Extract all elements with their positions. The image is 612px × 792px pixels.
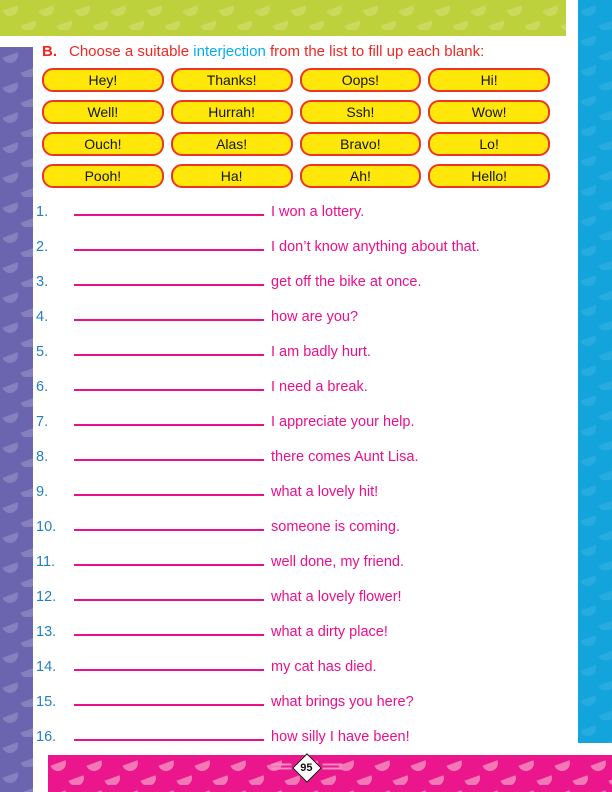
word-pill-well[interactable]: Well! — [42, 100, 164, 124]
answer-blank[interactable] — [74, 621, 264, 636]
exercise-row — [36, 684, 576, 719]
border-strip-left — [0, 47, 33, 792]
exercise-text: someone is coming. — [271, 519, 400, 535]
exercise-row — [36, 334, 576, 369]
answer-blank[interactable] — [74, 201, 264, 216]
exercise-text: I won a lottery. — [271, 204, 365, 220]
exercise-number: 6. — [36, 379, 49, 395]
exercise-number: 16. — [36, 729, 57, 745]
badge-wing-right — [323, 767, 343, 769]
answer-blank[interactable] — [74, 376, 264, 391]
answer-blank[interactable] — [74, 271, 264, 286]
exercise-number: 10. — [36, 519, 57, 535]
word-bank — [42, 68, 550, 188]
badge-wing-left — [272, 767, 292, 769]
border-strip-top — [0, 0, 566, 36]
exercise-text: I don’t know anything about that. — [271, 239, 480, 255]
answer-blank[interactable] — [74, 446, 264, 461]
word-pill-ah[interactable]: Ah! — [300, 164, 422, 188]
exercise-number: 15. — [36, 694, 57, 710]
exercise-number: 5. — [36, 344, 49, 360]
word-pill-hello[interactable]: Hello! — [428, 164, 550, 188]
answer-blank[interactable] — [74, 656, 264, 671]
answer-blank[interactable] — [74, 236, 264, 251]
exercise-number: 1. — [36, 204, 49, 220]
exercise-text: I am badly hurt. — [271, 344, 371, 360]
exercise-text: I need a break. — [271, 379, 368, 395]
exercise-row — [36, 649, 576, 684]
exercise-text: what a lovely hit! — [271, 484, 379, 500]
word-pill-ha[interactable]: Ha! — [171, 164, 293, 188]
word-pill-oops[interactable]: Oops! — [300, 68, 422, 92]
exercise-list — [36, 194, 576, 754]
answer-blank[interactable] — [74, 411, 264, 426]
exercise-text: what a lovely flower! — [271, 589, 402, 605]
section-label: B. — [42, 43, 57, 60]
word-pill-wow[interactable]: Wow! — [428, 100, 550, 124]
instruction-text-pre: Choose a suitable — [69, 43, 190, 60]
page-number-badge — [272, 758, 343, 779]
word-pill-ssh[interactable]: Ssh! — [300, 100, 422, 124]
exercise-number: 3. — [36, 274, 49, 290]
exercise-text: get off the bike at once. — [271, 274, 422, 290]
page-number-diamond — [292, 753, 322, 783]
exercise-number: 13. — [36, 624, 57, 640]
exercise-number: 12. — [36, 589, 57, 605]
word-pill-hi[interactable]: Hi! — [428, 68, 550, 92]
exercise-number: 11. — [36, 554, 56, 570]
exercise-text: I appreciate your help. — [271, 414, 415, 430]
exercise-row — [36, 614, 576, 649]
answer-blank[interactable] — [74, 586, 264, 601]
instruction-title — [42, 43, 484, 60]
instruction-text-post: from the list to fill up each blank: — [269, 43, 485, 60]
word-pill-hey[interactable]: Hey! — [42, 68, 164, 92]
exercise-text: what brings you here? — [271, 694, 414, 710]
border-strip-right — [578, 0, 612, 743]
word-pill-bravo[interactable]: Bravo! — [300, 132, 422, 156]
exercise-text: well done, my friend. — [271, 554, 404, 570]
exercise-row — [36, 719, 576, 754]
exercise-text: how are you? — [271, 309, 359, 325]
exercise-row — [36, 509, 576, 544]
answer-blank[interactable] — [74, 551, 264, 566]
exercise-number: 7. — [36, 414, 49, 430]
word-pill-hurrah[interactable]: Hurrah! — [171, 100, 293, 124]
exercise-row — [36, 264, 576, 299]
exercise-number: 8. — [36, 449, 49, 465]
exercise-row — [36, 404, 576, 439]
answer-blank[interactable] — [74, 691, 264, 706]
answer-blank[interactable] — [74, 481, 264, 496]
exercise-row — [36, 474, 576, 509]
exercise-row — [36, 229, 576, 264]
exercise-number: 4. — [36, 309, 49, 325]
exercise-number: 9. — [36, 484, 49, 500]
exercise-row — [36, 299, 576, 334]
exercise-row — [36, 544, 576, 579]
page-number: 95 — [300, 762, 314, 774]
exercise-text: there comes Aunt Lisa. — [271, 449, 419, 465]
word-pill-pooh[interactable]: Pooh! — [42, 164, 164, 188]
word-pill-alas[interactable]: Alas! — [171, 132, 293, 156]
answer-blank[interactable] — [74, 516, 264, 531]
exercise-number: 2. — [36, 239, 49, 255]
exercise-text: what a dirty place! — [271, 624, 388, 640]
answer-blank[interactable] — [74, 341, 264, 356]
answer-blank[interactable] — [74, 306, 264, 321]
exercise-row — [36, 194, 576, 229]
word-pill-thanks[interactable]: Thanks! — [171, 68, 293, 92]
instruction-keyword: interjection — [193, 43, 266, 60]
exercise-text: how silly I have been! — [271, 729, 410, 745]
word-pill-lo[interactable]: Lo! — [428, 132, 550, 156]
exercise-text: my cat has died. — [271, 659, 377, 675]
exercise-row — [36, 439, 576, 474]
exercise-number: 14. — [36, 659, 57, 675]
exercise-row — [36, 369, 576, 404]
answer-blank[interactable] — [74, 726, 264, 741]
word-pill-ouch[interactable]: Ouch! — [42, 132, 164, 156]
exercise-row — [36, 579, 576, 614]
